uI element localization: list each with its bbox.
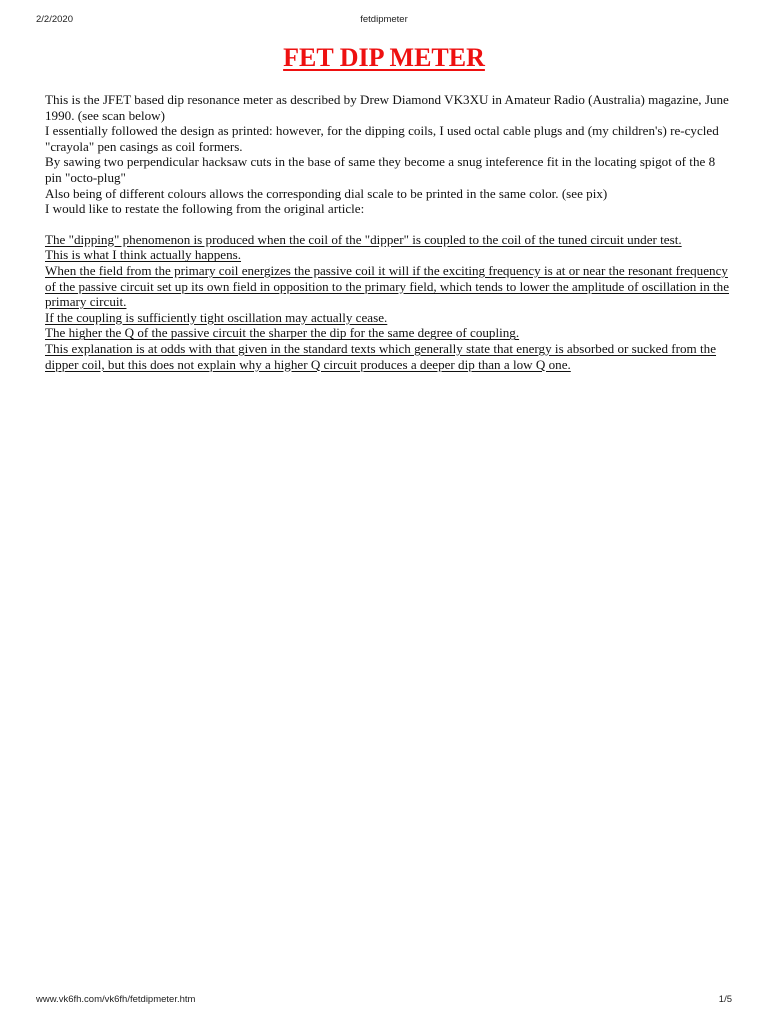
page-title-text: FET DIP METER (283, 43, 485, 72)
article-body (45, 92, 733, 372)
print-url: www.vk6fh.com/vk6fh/fetdipmeter.htm (36, 994, 196, 1005)
quote-paragraph: This is what I think actually happens. (45, 247, 242, 263)
page-title (0, 42, 768, 74)
print-date: 2/2/2020 (36, 14, 73, 25)
paragraph-gap (45, 217, 733, 232)
intro-paragraph: This is the JFET based dip resonance meter as described by Drew Diamond VK3XU in Amateur Radio (Australia) magazine, June 1990. (see scan below) (45, 92, 729, 123)
intro-paragraph: I would like to restate the following from the original article: (45, 201, 365, 217)
print-page-number: 1/5 (718, 994, 732, 1005)
quote-paragraph: When the field from the primary coil energizes the passive coil it will if the exciting frequency is at or near the resonant frequency of the passive circuit set up its own field in opposition to the primary field, which tends to lower the amplitude of oscillation in the primary circuit. (45, 262, 730, 310)
print-footer (36, 994, 732, 1008)
quote-paragraph: This explanation is at odds with that given in the standard texts which generally state that energy is absorbed or sucked from the dipper coil, but this does not explain why a higher Q circuit produces a deeper dip than a low Q one. (45, 340, 717, 372)
intro-paragraph: I essentially followed the design as printed: however, for the dipping coils, I used octal cable plugs and (my children's) re-cycled "crayola" pen casings as coil formers. (45, 123, 719, 154)
intro-paragraph: By sawing two perpendicular hacksaw cuts in the base of same they become a snug inteference fit in the locating spigot of the 8 pin "octo-plug" (45, 154, 716, 185)
intro-paragraph: Also being of different colours allows the corresponding dial scale to be printed in the same color. (see pix) (45, 185, 608, 201)
print-header (36, 14, 732, 30)
quote-paragraph: If the coupling is sufficiently tight oscillation may actually cease. (45, 309, 388, 325)
print-doc-title: fetdipmeter (360, 14, 408, 25)
quote-paragraph: The "dipping" phenomenon is produced when the coil of the "dipper" is coupled to the coil of the tuned circuit under test. (45, 231, 682, 247)
quote-paragraph: The higher the Q of the passive circuit the sharper the dip for the same degree of coupling. (45, 325, 520, 341)
